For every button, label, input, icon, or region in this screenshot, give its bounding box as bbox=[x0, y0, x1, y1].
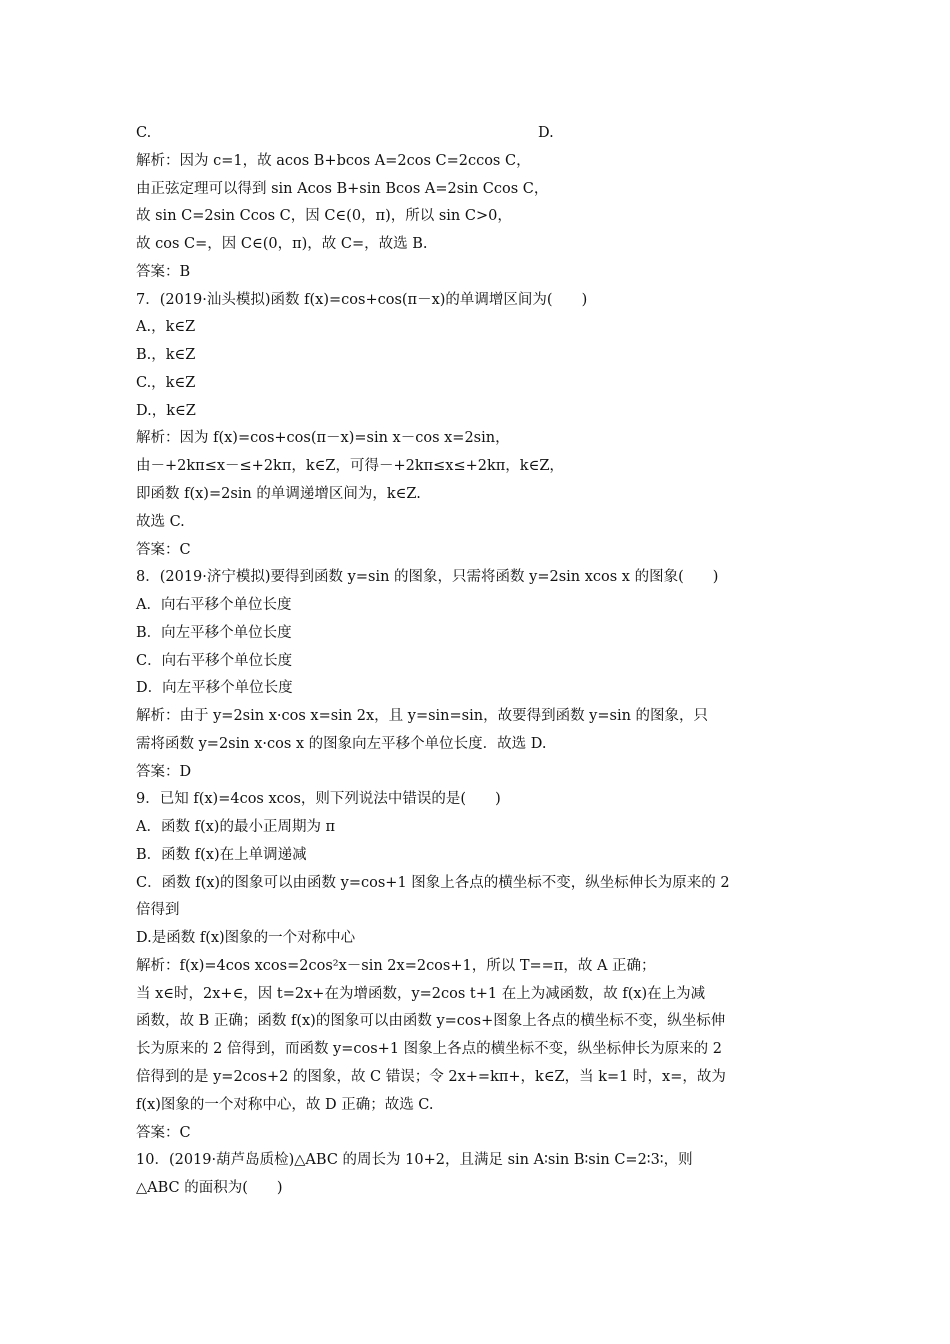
option-d-label: D. bbox=[538, 125, 554, 141]
text-line: A．向右平移个单位长度 bbox=[136, 597, 292, 613]
text-line: 7．(2019·汕头模拟)函数 f(x)=cos+cos(π－x)的单调增区间为( ) bbox=[136, 292, 588, 308]
text-line: 由－+2kπ≤x－≤+2kπ，k∈Z，可得－+2kπ≤x≤+2kπ，k∈Z， bbox=[136, 458, 564, 474]
text-line: f(x)图象的一个对称中心，故 D 正确；故选 C. bbox=[136, 1097, 434, 1113]
text-line: 长为原来的 2 倍得到，而函数 y=cos+1 图象上各点的横坐标不变，纵坐标伸长为原来的 2 bbox=[136, 1041, 723, 1057]
text-line: 故选 C. bbox=[136, 514, 185, 530]
text-line: 故 cos C=，因 C∈(0，π)，故 C=，故选 B. bbox=[136, 236, 428, 252]
text-line: 需将函数 y=2sin x·cos x 的图象向左平移个单位长度．故选 D. bbox=[136, 736, 547, 752]
text-line: D.，k∈Z bbox=[136, 403, 196, 419]
text-line: D．向左平移个单位长度 bbox=[136, 680, 293, 696]
text-line: 当 x∈时，2x+∈，因 t=2x+在为增函数，y=2cos t+1 在上为减函数，故 f(x)在上为减 bbox=[136, 986, 706, 1002]
text-line: 解析：f(x)=4cos xcos=2cos²x－sin 2x=2cos+1，所以 T==π，故 A 正确； bbox=[136, 958, 656, 974]
text-line: 答案：C bbox=[136, 1125, 191, 1141]
text-line: 10．(2019·葫芦岛质检)△ABC 的周长为 10+2，且满足 sin A∶sin B∶sin C=2∶3∶，则 bbox=[136, 1152, 693, 1168]
text-line: 答案：B bbox=[136, 264, 191, 280]
text-line: 即函数 f(x)=2sin 的单调递增区间为，k∈Z. bbox=[136, 486, 421, 502]
text-line: 由正弦定理可以得到 sin Acos B+sin Bcos A=2sin Ccos C， bbox=[136, 181, 549, 197]
text-line: 答案：D bbox=[136, 764, 192, 780]
text-line: 答案：C bbox=[136, 542, 191, 558]
text-line: 解析：因为 c=1，故 acos B+bcos A=2cos C=2ccos C， bbox=[136, 153, 531, 169]
text-line: 故 sin C=2sin Ccos C，因 C∈(0，π)，所以 sin C>0， bbox=[136, 208, 512, 224]
text-line: C. bbox=[136, 125, 152, 141]
text-line: 8．(2019·济宁模拟)要得到函数 y=sin 的图象，只需将函数 y=2sin xcos x 的图象( ) bbox=[136, 569, 719, 585]
text-line: 函数，故 B 正确；函数 f(x)的图象可以由函数 y=cos+图象上各点的横坐标不变，纵坐标伸 bbox=[136, 1013, 726, 1029]
text-line: C．向右平移个单位长度 bbox=[136, 653, 293, 669]
text-line: B．函数 f(x)在上单调递减 bbox=[136, 847, 307, 863]
text-line: 解析：因为 f(x)=cos+cos(π－x)=sin x－cos x=2sin， bbox=[136, 430, 510, 446]
text-line: A．函数 f(x)的最小正周期为 π bbox=[136, 819, 336, 835]
text-line: C．函数 f(x)的图象可以由函数 y=cos+1 图象上各点的横坐标不变，纵坐标伸长为原来的 2 bbox=[136, 875, 730, 891]
text-line: D.是函数 f(x)图象的一个对称中心 bbox=[136, 930, 356, 946]
text-line: 倍得到的是 y=2cos+2 的图象，故 C 错误；令 2x+=kπ+，k∈Z，当 k=1 时，x=，故为 bbox=[136, 1069, 726, 1085]
text-line: 解析：由于 y=2sin x·cos x=sin 2x，且 y=sin=sin，故要得到函数 y=sin 的图象，只 bbox=[136, 708, 709, 724]
text-line: C.，k∈Z bbox=[136, 375, 196, 391]
text-line: 倍得到 bbox=[136, 902, 180, 918]
text-line: A.，k∈Z bbox=[136, 319, 196, 335]
text-line: △ABC 的面积为( ) bbox=[136, 1180, 283, 1196]
text-line: 9．已知 f(x)=4cos xcos，则下列说法中错误的是( ) bbox=[136, 791, 501, 807]
text-line: B.，k∈Z bbox=[136, 347, 196, 363]
text-line: B．向左平移个单位长度 bbox=[136, 625, 292, 641]
